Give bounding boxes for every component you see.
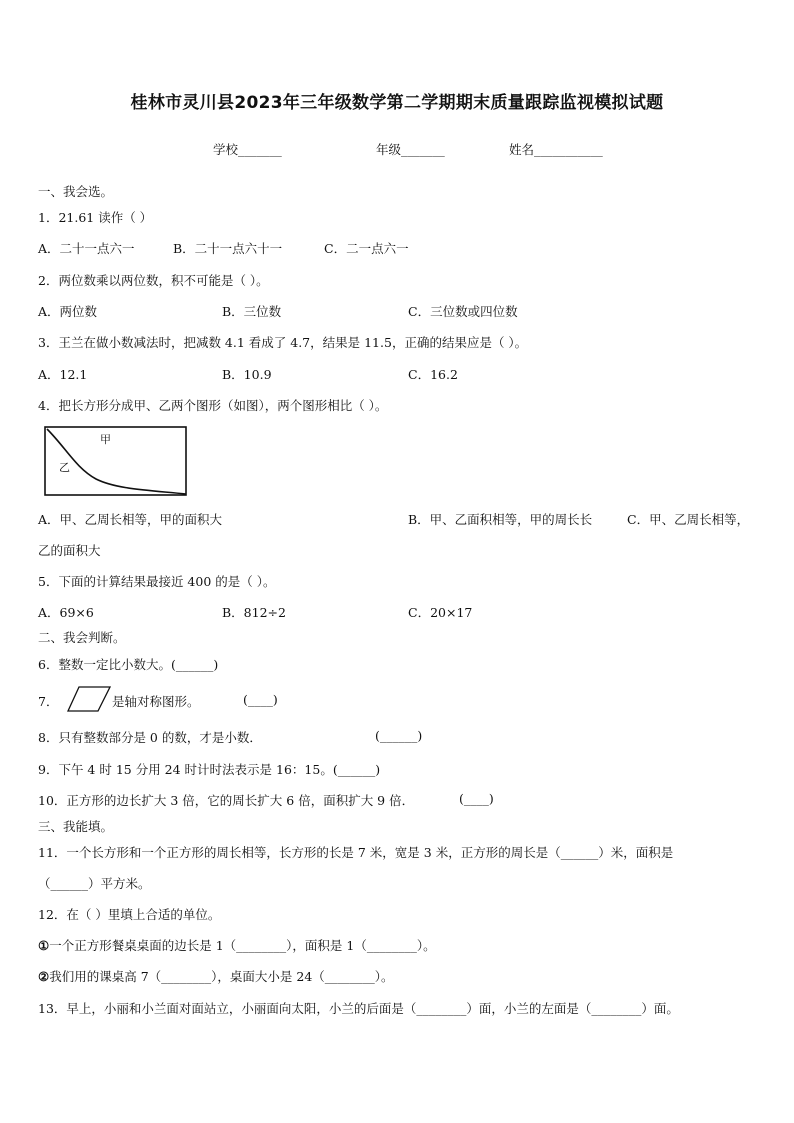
q13-text: 13．早上，小丽和小兰面对面站立，小丽面向太阳，小兰的后面是（________）面，小兰的左面是（________）面。 xyxy=(38,1001,679,1016)
q2-option-a: A．两位数 xyxy=(38,304,98,319)
q8-answer-blank: (______) xyxy=(375,728,423,743)
q1-option-c: C．二一点六一 xyxy=(324,241,409,256)
q1-option-a: A．二十一点六一 xyxy=(38,241,135,256)
q1-stem: 1．21.61 读作（ ） xyxy=(38,210,153,225)
q4-option-a: A．甲、乙周长相等，甲的面积大 xyxy=(38,512,223,527)
q2-option-c: C．三位数或四位数 xyxy=(408,304,518,319)
q11-line1: 11．一个长方形和一个正方形的周长相等，长方形的长是 7 米，宽是 3 米，正方形的周长是（______）米，面积是 xyxy=(38,845,674,860)
q1-option-b: B．二十一点六十一 xyxy=(173,241,283,256)
circled-one-marker: ① xyxy=(38,938,50,953)
q9-text: 9．下午 4 时 15 分用 24 时计时法表示是 16：15。(______) xyxy=(38,762,381,777)
circled-two-marker: ② xyxy=(38,969,50,984)
q7-answer-blank: (____) xyxy=(243,692,278,707)
q8-text: 8．只有整数部分是 0 的数，才是小数． xyxy=(38,730,262,745)
q11-line2: （______）平方米。 xyxy=(38,876,151,891)
q4-option-b: B．甲、乙面积相等，甲的周长长 xyxy=(408,512,593,527)
q10-text: 10．正方形的边长扩大 3 倍，它的周长扩大 6 倍，面积扩大 9 倍． xyxy=(38,793,415,808)
q5-option-b: B．812÷2 xyxy=(222,605,286,620)
q5-option-c: C．20×17 xyxy=(408,605,473,620)
q4-stem: 4．把长方形分成甲、乙两个图形（如图），两个图形相比（ ）。 xyxy=(38,398,388,413)
school-field-label: 学校_______ xyxy=(213,142,282,157)
q10-answer-blank: (____) xyxy=(459,791,494,806)
name-field-label: 姓名___________ xyxy=(509,142,603,157)
figure-label-yi: 乙 xyxy=(59,461,70,474)
q6-text: 6．整数一定比小数大。(______) xyxy=(38,657,219,672)
figure-label-jia: 甲 xyxy=(100,433,111,446)
q12-item-2-text: 我们用的课桌高 7（________），桌面大小是 24（________）。 xyxy=(49,969,394,984)
parallelogram-figure xyxy=(67,686,111,712)
q3-option-c: C．16.2 xyxy=(408,367,458,382)
q12-stem: 12．在（ ）里填上合适的单位。 xyxy=(38,907,221,922)
q12-item-1 xyxy=(38,936,436,954)
page-title: 桂林市灵川县2023年三年级数学第二学期期末质量跟踪监视模拟试题 xyxy=(130,93,664,113)
q5-option-a: A．69×6 xyxy=(38,605,94,620)
q3-option-a: A．12.1 xyxy=(38,367,88,382)
q5-stem: 5．下面的计算结果最接近 400 的是（ ）。 xyxy=(38,574,276,589)
rectangle-split-figure xyxy=(44,426,190,498)
q2-stem: 2．两位数乘以两位数，积不可能是（ ）。 xyxy=(38,273,269,288)
q4-option-c: C．甲、乙周长相等， xyxy=(627,512,750,527)
q2-option-b: B．三位数 xyxy=(222,304,282,319)
q12-item-2 xyxy=(38,967,394,985)
q12-item-1-text: 一个正方形餐桌桌面的边长是 1（________），面积是 1（________）。 xyxy=(49,938,436,953)
q7-text: 是轴对称图形。 xyxy=(112,694,200,709)
section-heading-judge: 二、我会判断。 xyxy=(38,630,126,645)
section-heading-choose: 一、我会选。 xyxy=(38,184,114,199)
q3-stem: 3．王兰在做小数减法时，把减数 4.1 看成了 4.7，结果是 11.5，正确的结果应是（ ）。 xyxy=(38,335,528,350)
q7-number: 7． xyxy=(38,694,59,709)
q3-option-b: B．10.9 xyxy=(222,367,272,382)
section-heading-fill: 三、我能填。 xyxy=(38,819,114,834)
grade-field-label: 年级_______ xyxy=(376,142,445,157)
q4-option-c-continued: 乙的面积大 xyxy=(38,543,101,558)
